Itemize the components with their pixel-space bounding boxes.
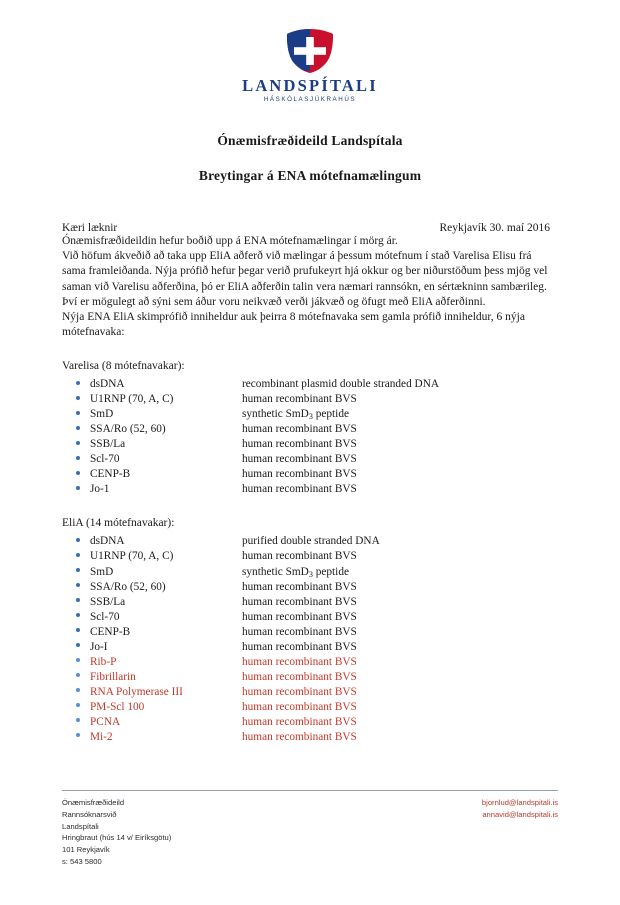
antigen-description: human recombinant BVS	[242, 700, 357, 713]
list-item	[62, 670, 558, 685]
list-item	[62, 422, 558, 437]
list-item	[62, 534, 558, 549]
paragraph-2: Við höfum ákveðið að taka upp EliA aðferð við mælingar á þessum mótefnum í stað Varelisa Elisu frá sama framleiðanda. Nýja prófið hefur þegar verið prufukeyrt hjá okkur og ber niðurstöðum þess mjög vel saman við Varelisu aðferðina, þó er EliA aðferðin talin vera næmari rannsókn, en sértækninn sambærileg. Því er mögulegt að sýni sem áður voru neikvæð verði jákvæð og öfugt með EliA aðferðinni.	[62, 250, 548, 308]
footer-address-line: 101 Reykjavík	[62, 845, 110, 855]
antigen-name: SmD	[90, 565, 114, 578]
logo-block	[62, 28, 558, 103]
bullet-icon	[76, 613, 80, 617]
list-item	[62, 610, 558, 625]
list-item	[62, 640, 558, 655]
list-item	[62, 580, 558, 595]
list-item	[62, 655, 558, 670]
antigen-description: human recombinant BVS	[242, 393, 357, 406]
list-item	[62, 437, 558, 452]
footer-email[interactable]: annavid@landspitali.is	[482, 809, 558, 819]
bullet-icon	[76, 396, 80, 400]
list-item	[62, 452, 558, 467]
logo-subtitle: HÁSKÓLASJÚKRAHÚS	[263, 96, 357, 104]
place-date: Reykjavík 30. maí 2016	[439, 222, 550, 235]
bullet-icon	[76, 733, 80, 737]
bullet-icon	[76, 718, 80, 722]
list-item	[62, 377, 558, 392]
antigen-description: synthetic SmD$_3$ peptide	[242, 408, 349, 422]
footer-address-line: Rannsóknarsvið	[62, 809, 117, 819]
antigen-name: SSB/La	[90, 438, 126, 451]
antigen-name: SSA/Ro (52, 60)	[90, 423, 166, 436]
antigen-name: U1RNP (70, A, C)	[90, 393, 174, 406]
antigen-name: Fibrillarin	[90, 670, 136, 683]
antigen-description: human recombinant BVS	[242, 483, 357, 496]
antigen-description: human recombinant BVS	[242, 550, 357, 563]
bullet-icon	[76, 441, 80, 445]
antigen-name: Scl-70	[90, 453, 120, 466]
list-item	[62, 392, 558, 407]
antigen-description: human recombinant BVS	[242, 610, 357, 623]
antigen-description: recombinant plasmid double stranded DNA	[242, 378, 440, 391]
footer-address	[62, 797, 171, 868]
bullet-icon	[76, 553, 80, 557]
antigen-description: human recombinant BVS	[242, 468, 357, 481]
footer-address-line: s: 543 5800	[62, 856, 102, 866]
antigen-name: CENP-B	[90, 625, 131, 638]
antigen-description: human recombinant BVS	[242, 730, 357, 743]
bullet-icon	[76, 426, 80, 430]
list-item	[62, 595, 558, 610]
antigen-description: human recombinant BVS	[242, 655, 357, 668]
salutation: Kæri læknir	[62, 222, 118, 235]
bullet-icon	[76, 643, 80, 647]
list-item	[62, 715, 558, 730]
footer	[62, 790, 558, 868]
footer-address-line: Ónæmisfræðideild	[62, 798, 125, 807]
list-item	[62, 685, 558, 700]
antigen-description: human recombinant BVS	[242, 580, 357, 593]
bullet-icon	[76, 673, 80, 677]
document-page	[0, 28, 620, 905]
list-item	[62, 467, 558, 482]
varelisa-antigen-list	[62, 377, 558, 497]
bullet-icon	[76, 456, 80, 460]
list-item	[62, 700, 558, 715]
antigen-name: RNA Polymerase III	[90, 685, 183, 698]
bullet-icon	[76, 381, 80, 385]
bullet-icon	[76, 658, 80, 662]
salutation-row	[62, 222, 558, 234]
antigen-name: dsDNA	[90, 378, 125, 391]
antigen-description: human recombinant BVS	[242, 640, 357, 653]
bullet-icon	[76, 703, 80, 707]
antigen-description: human recombinant BVS	[242, 438, 357, 451]
bullet-icon	[76, 568, 80, 572]
footer-email[interactable]: bjornlud@landspitali.is	[481, 798, 558, 807]
bullet-icon	[76, 598, 80, 602]
list-item	[62, 407, 558, 422]
antigen-name: SSA/Ro (52, 60)	[90, 580, 166, 593]
bullet-icon	[76, 583, 80, 587]
antigen-description: human recombinant BVS	[242, 423, 357, 436]
page-subtitle: Breytingar á ENA mótefnamælingum	[198, 168, 422, 184]
list-item	[62, 549, 558, 564]
antigen-name: Scl-70	[90, 610, 120, 623]
antigen-name: dsDNA	[90, 535, 125, 548]
bullet-icon	[76, 538, 80, 542]
list-item	[62, 730, 558, 745]
antigen-description: human recombinant BVS	[242, 625, 357, 638]
paragraph-1: Ónæmisfræðideildin hefur boðið upp á ENA mótefnamælingar í mörg ár.	[62, 235, 398, 248]
antigen-description: human recombinant BVS	[242, 715, 357, 728]
bullet-icon	[76, 411, 80, 415]
antigen-name: SmD	[90, 408, 114, 421]
antigen-name: Mi-2	[90, 730, 113, 743]
footer-address-line: Hringbraut (hús 14 v/ Eiríksgötu)	[62, 833, 172, 843]
logo-wordmark: LANDSPÍTALI	[242, 76, 378, 95]
bullet-icon	[76, 628, 80, 632]
antigen-name: CENP-B	[90, 468, 131, 481]
list-item	[62, 625, 558, 640]
antigen-description: human recombinant BVS	[242, 670, 357, 683]
paragraph-3: Nýja ENA EliA skimprófið inniheldur auk þeirra 8 mótefnavaka sem gamla prófið inniheldur, 6 nýja mótefnavaka:	[62, 311, 525, 339]
antigen-name: SSB/La	[90, 595, 126, 608]
elia-heading: EliA (14 mótefnavakar):	[62, 517, 175, 530]
antigen-name: PCNA	[90, 715, 121, 728]
list-item	[62, 565, 558, 580]
list-item	[62, 482, 558, 497]
antigen-description: human recombinant BVS	[242, 685, 357, 698]
bullet-icon	[76, 471, 80, 475]
antigen-name: U1RNP (70, A, C)	[90, 550, 174, 563]
footer-contact-emails	[482, 797, 558, 868]
varelisa-heading: Varelisa (8 mótefnavakar):	[62, 360, 185, 373]
elia-antigen-list	[62, 534, 558, 744]
bullet-icon	[76, 688, 80, 692]
antigen-description: synthetic SmD$_3$ peptide	[242, 565, 349, 579]
page-title: Ónæmisfræðideild Landspítala	[217, 133, 403, 149]
footer-address-line: Landspítali	[62, 821, 99, 831]
antigen-description: human recombinant BVS	[242, 453, 357, 466]
antigen-name: PM-Scl 100	[90, 700, 145, 713]
antigen-description: human recombinant BVS	[242, 595, 357, 608]
antigen-description: purified double stranded DNA	[242, 535, 380, 548]
bullet-icon	[76, 486, 80, 490]
landspitali-logo-icon	[281, 28, 339, 74]
antigen-name: Jo-I	[90, 640, 108, 653]
antigen-name: Jo-1	[90, 483, 110, 496]
antigen-name: Rib-P	[90, 655, 117, 668]
